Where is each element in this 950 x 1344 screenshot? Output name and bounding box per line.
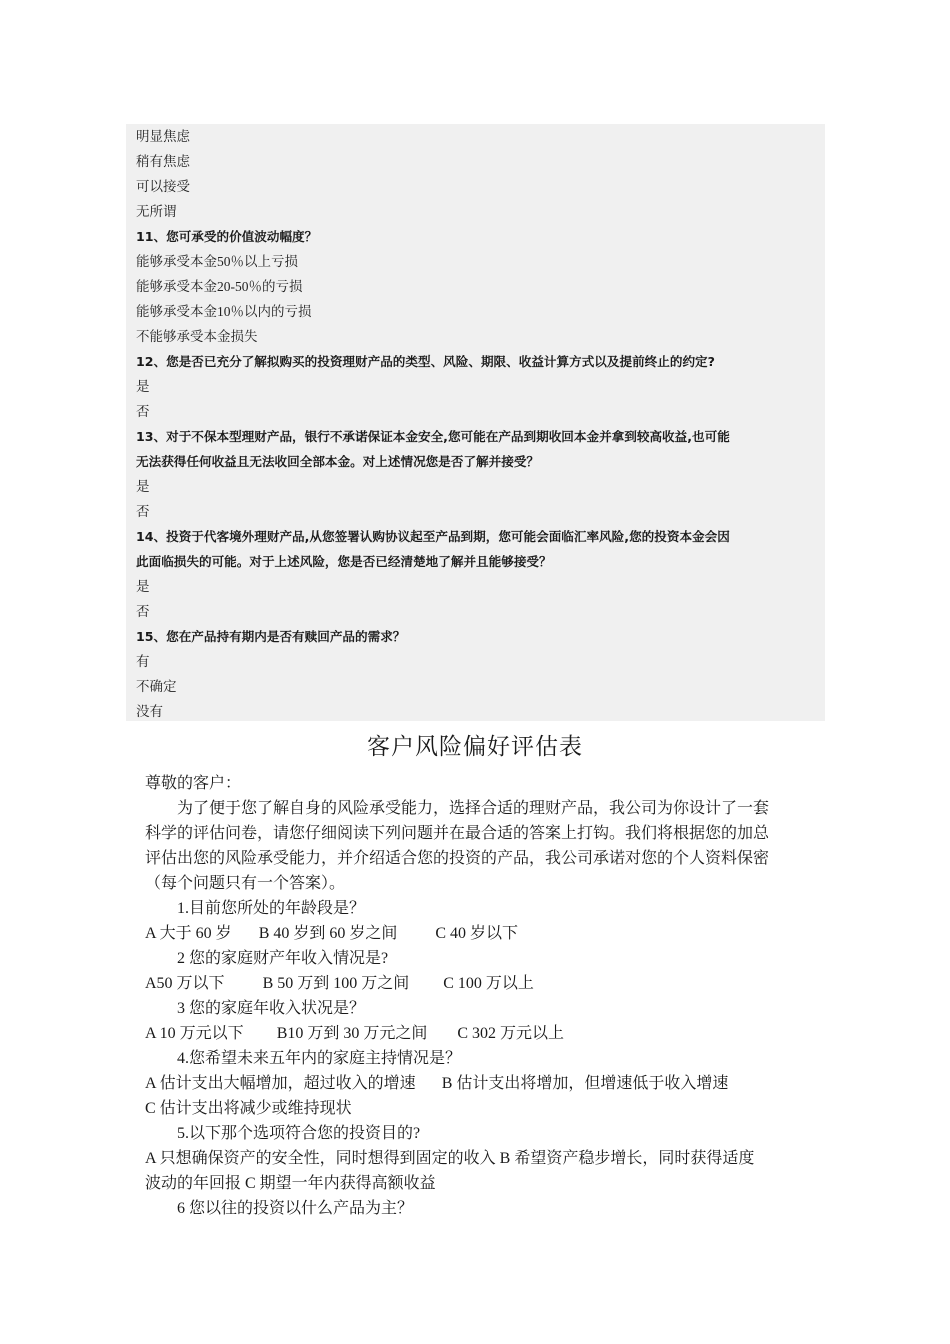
intro-line-3: 评估出您的风险承受能力，并介绍适合您的投资的产品，我公司承诺对您的个人资料保密 — [145, 850, 770, 867]
q11-option-4[interactable]: 不能够承受本金损失 — [136, 329, 258, 344]
q4-option-a[interactable]: A 估计支出大幅增加，超过收入的增速 — [145, 1075, 416, 1092]
q10-option-1[interactable]: 明显焦虑 — [136, 129, 190, 144]
q11-option-1[interactable]: 能够承受本金50％以上亏损 — [136, 254, 298, 269]
intro-line-4: （每个问题只有一个答案）。 — [145, 875, 346, 892]
q15-question: 15、您在产品持有期内是否有赎回产品的需求？ — [136, 629, 406, 644]
q13-question-line-2: 无法获得任何收益且无法收回全部本金。对上述情况您是否了解并接受？ — [136, 454, 539, 469]
q12-question: 12、您是否已充分了解拟购买的投资理财产品的类型、风险、期限、收益计算方式以及提前终止的约定? — [136, 354, 715, 369]
q15-option-2[interactable]: 不确定 — [136, 679, 177, 694]
q11-option-2[interactable]: 能够承受本金20-50％的亏损 — [136, 279, 303, 294]
q1-question: 1.目前您所处的年龄段是？ — [177, 900, 366, 917]
q10-option-3[interactable]: 可以接受 — [136, 179, 190, 194]
q11-question: 11、您可承受的价值波动幅度？ — [136, 229, 318, 244]
q14-option-yes[interactable]: 是 — [136, 579, 150, 594]
q5-question: 5.以下那个选项符合您的投资目的? — [177, 1125, 421, 1142]
q12-option-yes[interactable]: 是 — [136, 379, 150, 394]
q3-option-a[interactable]: A 10 万元以下 — [145, 1025, 244, 1042]
q13-option-yes[interactable]: 是 — [136, 479, 150, 494]
q4-option-c[interactable]: C 估计支出将减少或维持现状 — [145, 1100, 352, 1117]
q2-question: 2 您的家庭财产年收入情况是? — [177, 950, 389, 967]
q2-option-a[interactable]: A50 万以下 — [145, 975, 225, 992]
q5-options-line-1[interactable]: A 只想确保资产的安全性，同时想得到固定的收入 B 希望资产稳步增长，同时获得适度 — [145, 1150, 755, 1167]
q1-options — [145, 921, 518, 946]
q14-question-line-1: 14、投资于代客境外理财产品,从您签署认购协议起至产品到期，您可能会面临汇率风险,您的投资本金会因 — [136, 529, 730, 544]
q14-question-line-2: 此面临损失的可能。对于上述风险，您是否已经清楚地了解并且能够接受？ — [136, 554, 552, 569]
q3-question: 3 您的家庭年收入状况是？ — [177, 1000, 366, 1017]
q10-option-2[interactable]: 稍有焦虑 — [136, 154, 190, 169]
q10-option-4[interactable]: 无所谓 — [136, 204, 177, 219]
q1-option-b[interactable]: B 40 岁到 60 岁之间 — [258, 925, 398, 942]
form-title: 客户风险偏好评估表 — [367, 734, 583, 759]
q12-option-no[interactable]: 否 — [136, 404, 150, 419]
q2-option-c[interactable]: C 100 万以上 — [443, 975, 534, 992]
q3-option-c[interactable]: C 302 万元以上 — [457, 1025, 565, 1042]
salutation: 尊敬的客户： — [145, 775, 242, 792]
q11-option-3[interactable]: 能够承受本金10％以内的亏损 — [136, 304, 312, 319]
q15-option-1[interactable]: 有 — [136, 654, 150, 669]
q2-option-b[interactable]: B 50 万到 100 万之间 — [262, 975, 410, 992]
q3-option-b[interactable]: B10 万到 30 万元之间 — [276, 1025, 428, 1042]
q3-options — [145, 1021, 564, 1046]
intro-line-1: 为了便于您了解自身的风险承受能力，选择合适的理财产品，我公司为你设计了一套 — [177, 800, 770, 817]
q2-options — [145, 971, 534, 996]
q15-option-3[interactable]: 没有 — [136, 704, 163, 719]
questionnaire-continuation-block — [126, 124, 825, 721]
q5-options-line-2[interactable]: 波动的年回报 C 期望一年内获得高额收益 — [145, 1175, 436, 1192]
q4-options-row-1 — [145, 1071, 728, 1096]
q14-option-no[interactable]: 否 — [136, 604, 150, 619]
q4-option-b[interactable]: B 估计支出将增加，但增速低于收入增速 — [441, 1075, 729, 1092]
q6-question: 6 您以往的投资以什么产品为主？ — [177, 1200, 414, 1217]
q13-question-line-1: 13、对于不保本型理财产品，银行不承诺保证本金安全,您可能在产品到期收回本金并拿到较高收益,也可能 — [136, 429, 730, 444]
q13-option-no[interactable]: 否 — [136, 504, 150, 519]
q1-option-a[interactable]: A 大于 60 岁 — [145, 925, 232, 942]
intro-line-2: 科学的评估问卷，请您仔细阅读下列问题并在最合适的答案上打钩。我们将根据您的加总 — [145, 825, 770, 842]
q1-option-c[interactable]: C 40 岁以下 — [435, 925, 519, 942]
q4-question: 4.您希望未来五年内的家庭主持情况是？ — [177, 1050, 462, 1067]
